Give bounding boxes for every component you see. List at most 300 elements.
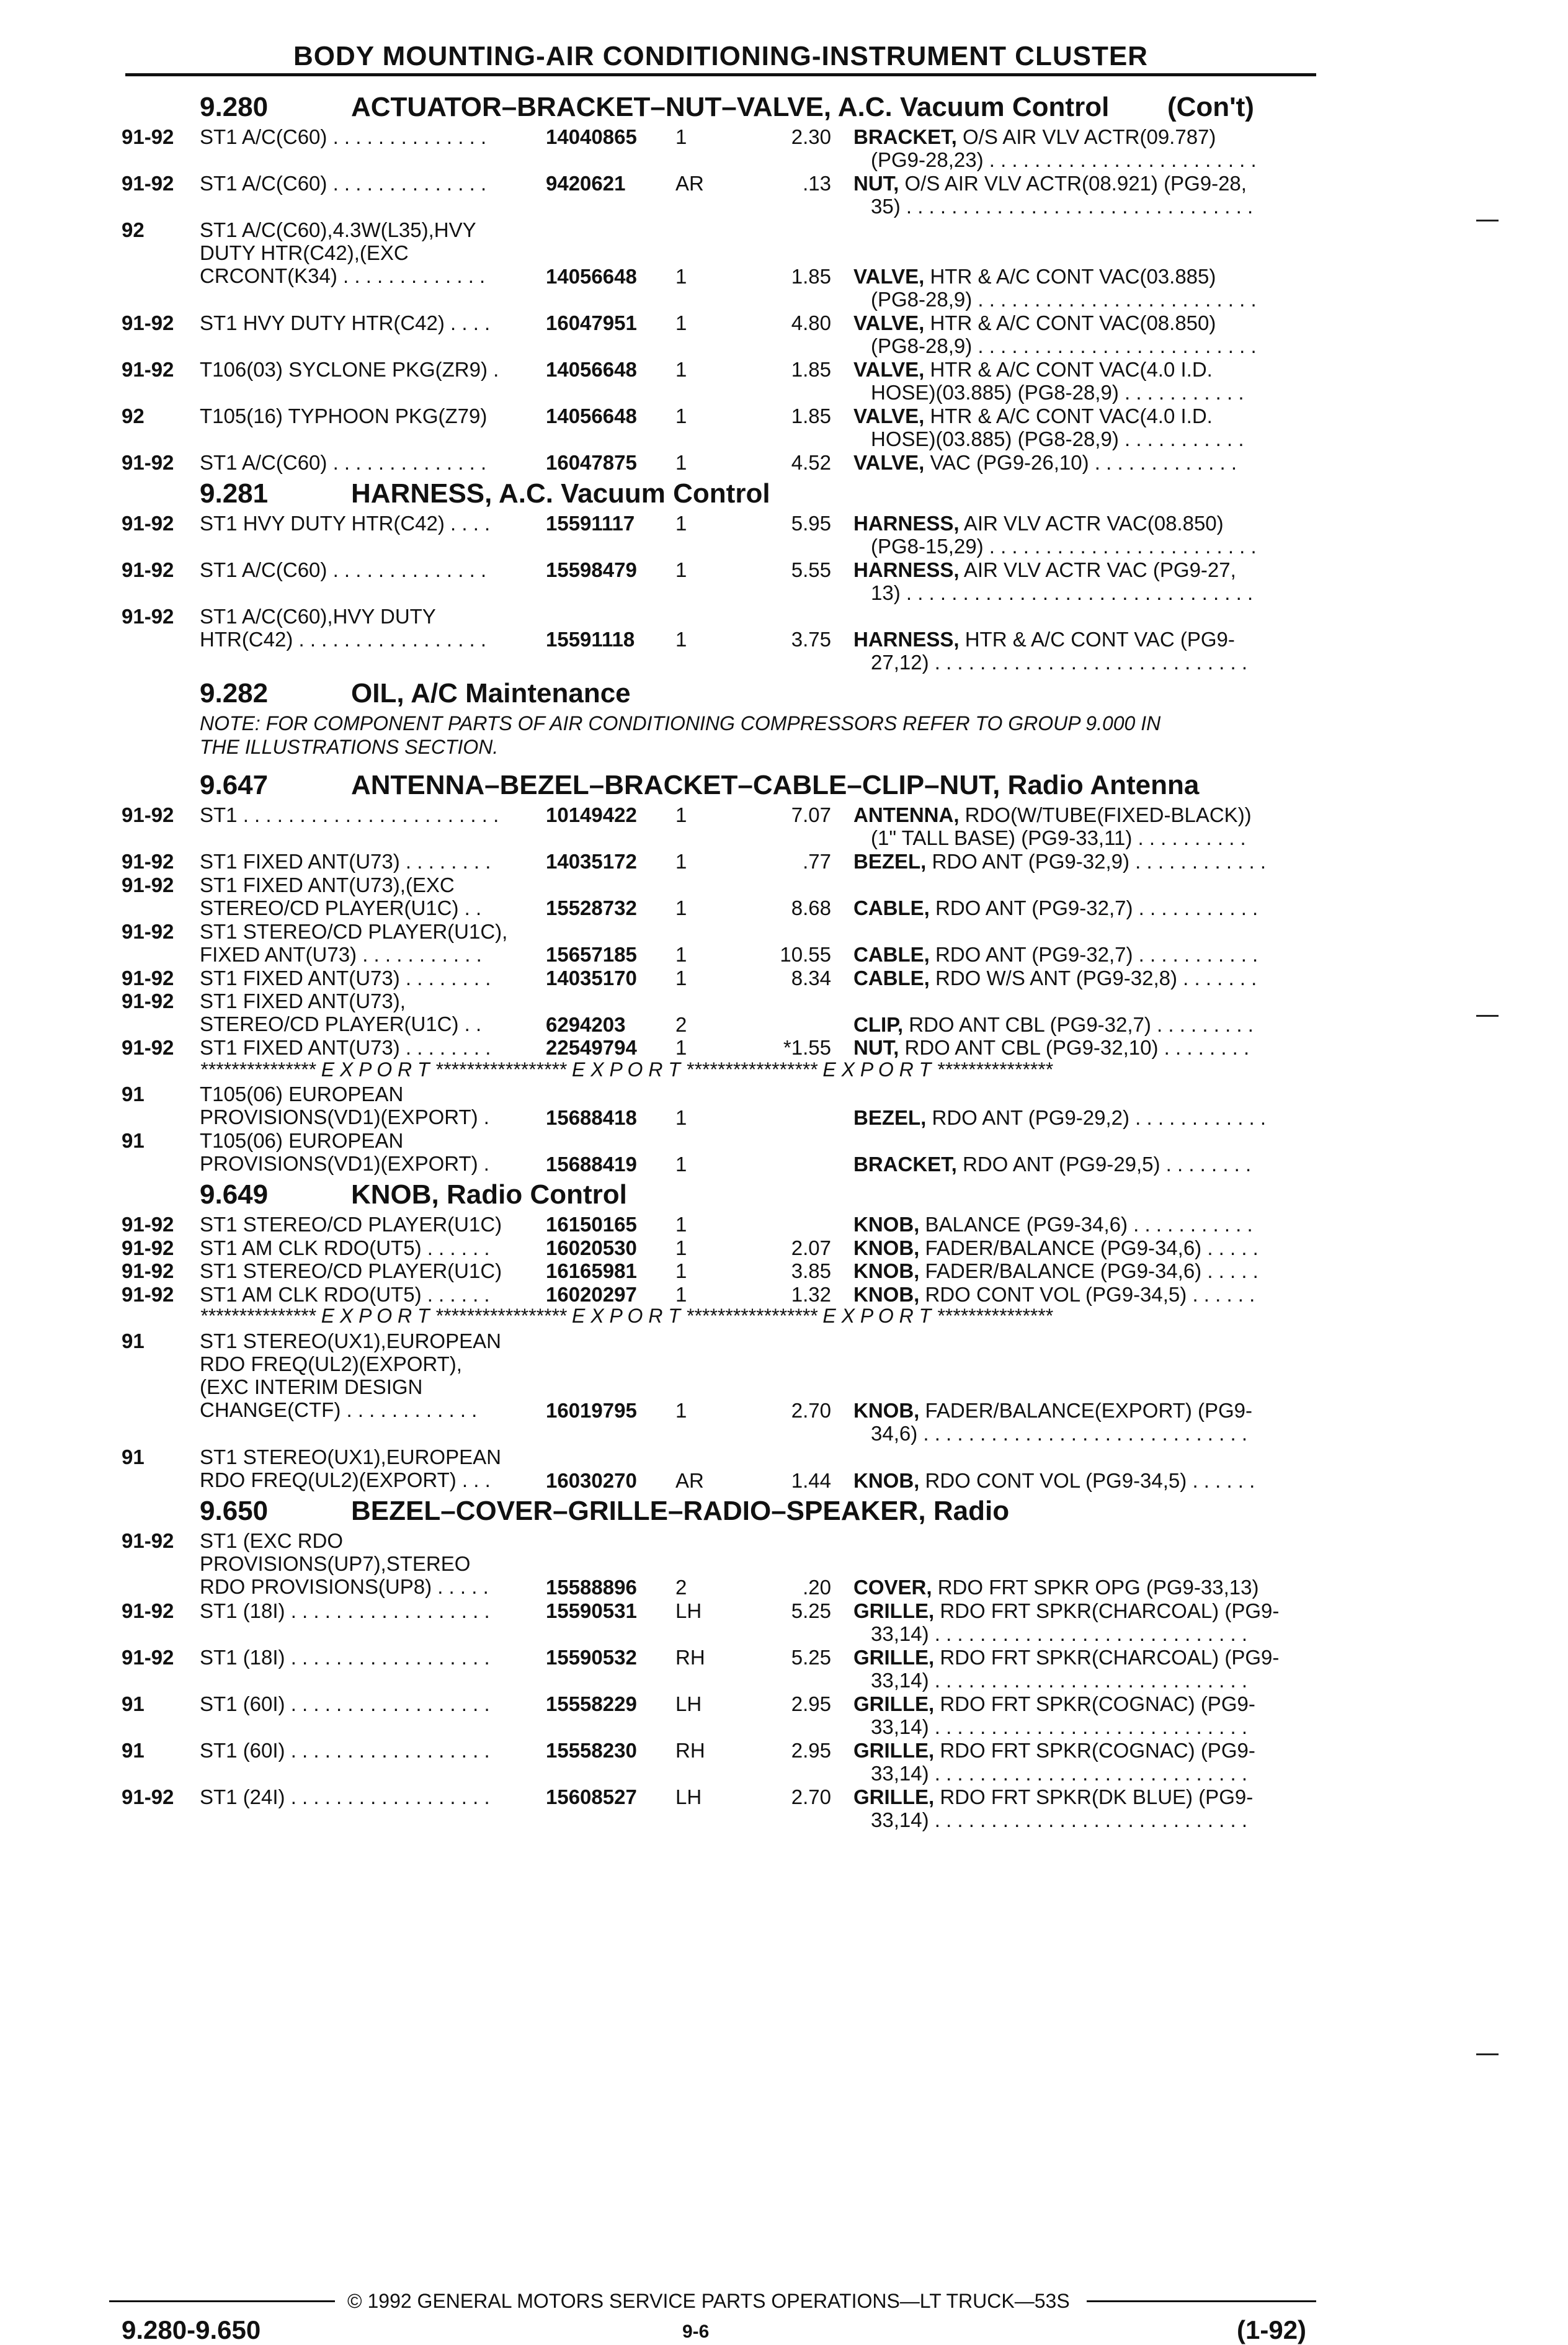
description-text: HTR & A/C CONT VAC(4.0 I.D. — [924, 404, 1213, 427]
description-line — [853, 1469, 1255, 1492]
part-number: 15598479 — [546, 558, 637, 581]
description-noun: KNOB, — [853, 1236, 920, 1259]
quantity: LH — [675, 1785, 702, 1808]
application-line: T105(06) EUROPEAN — [200, 1083, 404, 1106]
footer-group-range: 9.280-9.650 — [122, 2315, 261, 2344]
application — [200, 1083, 489, 1128]
quantity: 1 — [675, 850, 687, 873]
description-line — [853, 265, 1257, 288]
application — [200, 1529, 489, 1598]
application-line: ST1 (24I) . . . . . . . . . . . . . . . . . . — [200, 1785, 490, 1808]
page-header-title: BODY MOUNTING-AIR CONDITIONING-INSTRUMENT CLUSTER — [293, 41, 1148, 71]
part-number: 15591118 — [546, 628, 635, 651]
description-line — [853, 535, 1257, 558]
quantity: 1 — [675, 628, 687, 651]
application — [200, 172, 486, 195]
description-text: FADER/BALANCE (PG9-34,6) . . . . . — [919, 1259, 1258, 1282]
application-line: T105(16) TYPHOON PKG(Z79) — [200, 404, 488, 427]
quantity: 2 — [675, 1576, 687, 1599]
margin-mark — [1476, 220, 1499, 221]
description-noun: KNOB, — [853, 1282, 920, 1306]
application — [200, 1445, 501, 1491]
application — [200, 451, 486, 474]
part-description — [853, 1785, 1253, 1831]
description-noun: COVER, — [853, 1576, 932, 1599]
application-line: ST1 STEREO/CD PLAYER(U1C) — [200, 1259, 502, 1282]
description-line — [853, 1808, 1253, 1831]
description-line — [853, 1762, 1255, 1785]
part-number: 6294203 — [546, 1012, 626, 1036]
part-number: 15588896 — [546, 1576, 637, 1599]
application-line: RDO PROVISIONS(UP8) . . . . . — [200, 1575, 489, 1598]
quantity: 1 — [675, 558, 687, 581]
part-description — [853, 1739, 1255, 1785]
description-line — [853, 1213, 1253, 1236]
part-number: 15558230 — [546, 1738, 637, 1762]
application-line: ST1 STEREO(UX1),EUROPEAN — [200, 1445, 501, 1468]
application-line: ST1 HVY DUTY HTR(C42) . . . . — [200, 511, 491, 535]
application-line: CRCONT(K34) . . . . . . . . . . . . . — [200, 264, 486, 287]
application-line: ST1 HVY DUTY HTR(C42) . . . . — [200, 311, 491, 334]
part-number: 14035172 — [546, 850, 637, 873]
description-text: HTR & A/C CONT VAC(03.885) — [924, 265, 1216, 288]
application-line: PROVISIONS(UP7),STEREO — [200, 1552, 471, 1575]
part-number: 15590531 — [546, 1599, 637, 1622]
description-noun: HARNESS, — [853, 558, 960, 581]
description-text: RDO CONT VOL (PG9-34,5) . . . . . . — [919, 1468, 1255, 1492]
list-price: 2.30 — [791, 125, 831, 148]
model-years: 91-92 — [122, 311, 174, 334]
description-text: 34,6) . . . . . . . . . . . . . . . . . . . . . . . . . . . . . — [871, 1422, 1247, 1445]
quantity: 1 — [675, 1106, 687, 1129]
description-noun: KNOB, — [853, 1399, 920, 1422]
part-description — [853, 1599, 1279, 1645]
application — [200, 512, 490, 535]
description-text: VAC (PG9-26,10) . . . . . . . . . . . . . — [924, 451, 1237, 474]
application — [200, 967, 491, 989]
model-years: 91-92 — [122, 1645, 174, 1669]
description-text: RDO ANT (PG9-32,9) . . . . . . . . . . . . — [926, 850, 1267, 873]
description-text: 33,14) . . . . . . . . . . . . . . . . . . . . . . . . . . . . — [871, 1668, 1248, 1692]
model-years: 92 — [122, 218, 145, 241]
quantity: 1 — [675, 966, 687, 989]
description-line — [853, 512, 1257, 535]
part-description — [853, 896, 1258, 919]
application-line: ST1 (18I) . . . . . . . . . . . . . . . . . . — [200, 1599, 490, 1622]
part-number: 15591117 — [546, 511, 635, 535]
description-line — [853, 358, 1244, 381]
model-years: 91-92 — [122, 1282, 174, 1306]
quantity: 1 — [675, 943, 687, 966]
application-line: ST1 FIXED ANT(U73),(EXC — [200, 873, 455, 896]
part-description — [853, 967, 1257, 989]
section-title: KNOB, Radio Control — [351, 1179, 627, 1210]
model-years: 91-92 — [122, 919, 174, 943]
quantity: 1 — [675, 896, 687, 919]
footer-rule-right — [1087, 2300, 1316, 2302]
description-line — [853, 451, 1237, 474]
description-line — [853, 1785, 1253, 1808]
list-price: .77 — [803, 850, 831, 873]
part-description — [853, 125, 1257, 171]
application-line: ST1 A/C(C60) . . . . . . . . . . . . . . — [200, 558, 487, 581]
application — [200, 358, 499, 381]
description-line — [853, 1669, 1279, 1692]
application-line: ST1 FIXED ANT(U73) . . . . . . . . — [200, 966, 491, 989]
application — [200, 1236, 490, 1259]
description-text: RDO FRT SPKR(CHARCOAL) (PG9- — [934, 1599, 1280, 1622]
list-price: 3.85 — [791, 1259, 831, 1282]
export-divider: *************** E X P O R T ***************** E X P O R T ***************** E X P O R T *************** — [200, 1058, 1053, 1081]
description-line — [853, 581, 1253, 604]
description-noun: GRILLE, — [853, 1738, 935, 1762]
application — [200, 404, 487, 427]
application — [200, 1213, 502, 1236]
part-number: 14040865 — [546, 125, 637, 148]
description-text: O/S AIR VLV ACTR(08.921) (PG9-28, — [899, 172, 1247, 195]
margin-mark — [1476, 2053, 1499, 2055]
description-noun: VALVE, — [853, 358, 925, 381]
section-number: 9.281 — [200, 478, 269, 509]
quantity: 1 — [675, 125, 687, 148]
application-line: FIXED ANT(U73) . . . . . . . . . . . — [200, 942, 482, 966]
description-noun: BRACKET, — [853, 1152, 957, 1176]
application-line: HTR(C42) . . . . . . . . . . . . . . . . . — [200, 627, 487, 651]
part-number: 15688418 — [546, 1106, 637, 1129]
model-years: 91-92 — [122, 966, 174, 989]
part-number: 22549794 — [546, 1036, 637, 1059]
part-number: 15688419 — [546, 1152, 637, 1176]
model-years: 91-92 — [122, 1236, 174, 1259]
model-years: 91-92 — [122, 1259, 174, 1282]
section-title: HARNESS, A.C. Vacuum Control — [351, 478, 770, 509]
description-line — [853, 1013, 1254, 1036]
list-price: *1.55 — [783, 1036, 831, 1059]
quantity: RH — [675, 1645, 705, 1669]
description-line — [853, 288, 1257, 311]
description-text: AIR VLV ACTR VAC (PG9-27, — [959, 558, 1236, 581]
description-line — [853, 172, 1253, 195]
part-description — [853, 358, 1244, 404]
application — [200, 218, 485, 287]
description-noun: BRACKET, — [853, 125, 957, 148]
model-years: 91-92 — [122, 125, 174, 148]
description-text: O/S AIR VLV ACTR(09.787) — [956, 125, 1216, 148]
list-price: 1.85 — [791, 265, 831, 288]
list-price: 7.07 — [791, 803, 831, 826]
quantity: 1 — [675, 265, 687, 288]
part-description — [853, 943, 1258, 966]
part-description — [853, 1283, 1255, 1306]
description-noun: NUT, — [853, 172, 899, 195]
part-number: 16047951 — [546, 311, 637, 334]
model-years: 91-92 — [122, 604, 174, 628]
description-line — [853, 1422, 1252, 1445]
description-line — [853, 1715, 1255, 1738]
description-line — [853, 1283, 1255, 1306]
section-title: OIL, A/C Maintenance — [351, 678, 631, 708]
description-line — [853, 1399, 1252, 1422]
list-price: 1.44 — [791, 1468, 831, 1492]
application-line: ST1 A/C(C60),4.3W(L35),HVY — [200, 218, 476, 241]
application-line: ST1 A/C(C60) . . . . . . . . . . . . . . — [200, 172, 487, 195]
part-number: 14056648 — [546, 358, 637, 381]
model-years: 91-92 — [122, 451, 174, 474]
description-text: HOSE)(03.885) (PG8-28,9) . . . . . . . . . . . — [871, 381, 1244, 404]
model-years: 91-92 — [122, 803, 174, 826]
list-price: 5.55 — [791, 558, 831, 581]
description-line — [853, 148, 1257, 171]
description-text: 33,14) . . . . . . . . . . . . . . . . . . . . . . . . . . . . — [871, 1761, 1248, 1785]
description-noun: BEZEL, — [853, 1106, 927, 1129]
part-number: 16030270 — [546, 1468, 637, 1492]
description-text: 33,14) . . . . . . . . . . . . . . . . . . . . . . . . . . . . — [871, 1715, 1248, 1738]
application-line: PROVISIONS(VD1)(EXPORT) . — [200, 1106, 489, 1128]
application-line: ST1 FIXED ANT(U73) . . . . . . . . — [200, 1036, 491, 1059]
model-years: 91-92 — [122, 989, 174, 1012]
description-noun: HARNESS, — [853, 628, 960, 651]
description-noun: GRILLE, — [853, 1599, 935, 1622]
part-description — [853, 1646, 1279, 1692]
quantity: 1 — [675, 1213, 687, 1236]
description-noun: GRILLE, — [853, 1692, 935, 1715]
application-line: ST1 AM CLK RDO(UT5) . . . . . . — [200, 1282, 490, 1306]
list-price: .13 — [803, 172, 831, 195]
description-text: FADER/BALANCE (PG9-34,6) . . . . . — [919, 1236, 1258, 1259]
part-number: 14056648 — [546, 404, 637, 427]
application — [200, 1329, 501, 1421]
application — [200, 850, 491, 873]
application — [200, 311, 490, 334]
part-number: 10149422 — [546, 803, 637, 826]
description-noun: CLIP, — [853, 1012, 904, 1036]
description-text: 33,14) . . . . . . . . . . . . . . . . . . . . . . . . . . . . — [871, 1622, 1248, 1645]
section-note — [200, 712, 1316, 759]
model-years: 91-92 — [122, 1599, 174, 1622]
section-number: 9.282 — [200, 678, 269, 708]
description-text: BALANCE (PG9-34,6) . . . . . . . . . . . — [919, 1213, 1253, 1236]
description-line — [853, 803, 1252, 826]
margin-mark — [1476, 1015, 1499, 1017]
model-years: 91 — [122, 1083, 145, 1106]
quantity: 1 — [675, 803, 687, 826]
description-text: (PG8-28,9) . . . . . . . . . . . . . . . . . . . . . . . . . — [871, 288, 1257, 311]
footer-page-number: 9-6 — [682, 2321, 710, 2342]
application — [200, 1129, 489, 1175]
part-number: 15657185 — [546, 943, 637, 966]
description-noun: VALVE, — [853, 451, 925, 474]
description-text: RDO ANT (PG9-32,7) . . . . . . . . . . . — [929, 943, 1258, 966]
part-description — [853, 172, 1253, 218]
application — [200, 1785, 490, 1808]
description-line — [853, 1259, 1258, 1282]
application-line: ST1 A/C(C60) . . . . . . . . . . . . . . — [200, 125, 487, 148]
description-text: RDO FRT SPKR(CHARCOAL) (PG9- — [934, 1645, 1280, 1669]
model-years: 91 — [122, 1738, 145, 1762]
application — [200, 125, 486, 148]
note-line: NOTE: FOR COMPONENT PARTS OF AIR CONDITIONING COMPRESSORS REFER TO GROUP 9.000 IN — [200, 712, 1161, 735]
application-line: ST1 FIXED ANT(U73), — [200, 989, 406, 1012]
quantity: LH — [675, 1599, 702, 1622]
quantity: 1 — [675, 451, 687, 474]
list-price: 2.70 — [791, 1785, 831, 1808]
description-line — [853, 943, 1258, 966]
description-text: RDO(W/TUBE(FIXED-BLACK)) — [959, 803, 1252, 826]
description-noun: ANTENNA, — [853, 803, 960, 826]
list-price: 1.85 — [791, 404, 831, 427]
model-years: 91-92 — [122, 873, 174, 896]
description-line — [853, 1646, 1279, 1669]
part-description — [853, 558, 1253, 604]
part-number: 14056648 — [546, 265, 637, 288]
description-text: RDO ANT CBL (PG9-32,10) . . . . . . . . — [899, 1036, 1250, 1059]
model-years: 91 — [122, 1329, 145, 1352]
description-line — [853, 311, 1257, 334]
description-text: RDO FRT SPKR(COGNAC) (PG9- — [934, 1738, 1255, 1762]
description-text: FADER/BALANCE(EXPORT) (PG9- — [919, 1399, 1253, 1422]
quantity: 1 — [675, 1282, 687, 1306]
description-line — [853, 195, 1253, 218]
model-years: 91-92 — [122, 1529, 174, 1552]
part-description — [853, 451, 1237, 474]
footer-revision-date: (1-92) — [1237, 2315, 1307, 2344]
application — [200, 605, 486, 651]
section-number: 9.650 — [200, 1496, 269, 1526]
description-noun: VALVE, — [853, 311, 925, 334]
application — [200, 1599, 490, 1622]
description-text: HOSE)(03.885) (PG8-28,9) . . . . . . . . . . . — [871, 427, 1244, 450]
part-description — [853, 1106, 1266, 1129]
description-line — [853, 1576, 1258, 1599]
footer-copyright: © 1992 GENERAL MOTORS SERVICE PARTS OPERATIONS—LT TRUCK—53S — [347, 2290, 1070, 2312]
part-description — [853, 1399, 1252, 1445]
part-description — [853, 1576, 1258, 1599]
description-line — [853, 967, 1257, 989]
list-price: 4.52 — [791, 451, 831, 474]
part-number: 9420621 — [546, 172, 626, 195]
application — [200, 558, 486, 581]
application — [200, 1036, 491, 1059]
model-years: 91-92 — [122, 172, 174, 195]
part-description — [853, 1469, 1255, 1492]
application-line: CHANGE(CTF) . . . . . . . . . . . . — [200, 1398, 478, 1421]
application-line: ST1 (60I) . . . . . . . . . . . . . . . . . . — [200, 1692, 490, 1715]
description-noun: CABLE, — [853, 966, 930, 989]
application-line: (EXC INTERIM DESIGN — [200, 1375, 423, 1398]
description-noun: HARNESS, — [853, 511, 960, 535]
part-description — [853, 265, 1257, 311]
section-title: ANTENNA–BEZEL–BRACKET–CABLE–CLIP–NUT, Radio Antenna — [351, 770, 1200, 800]
application — [200, 1739, 490, 1762]
application-line: ST1 STEREO/CD PLAYER(U1C) — [200, 1213, 502, 1236]
header-rule — [125, 73, 1316, 76]
list-price: 8.68 — [791, 896, 831, 919]
part-description — [853, 628, 1247, 674]
part-description — [853, 803, 1252, 849]
list-price: 4.80 — [791, 311, 831, 334]
application-line: ST1 A/C(C60),HVY DUTY — [200, 604, 436, 628]
application-line: T106(03) SYCLONE PKG(ZR9) . — [200, 358, 499, 381]
description-text: (1" TALL BASE) (PG9-33,11) . . . . . . . . . . — [871, 826, 1246, 849]
description-text: RDO FRT SPKR OPG (PG9-33,13) — [932, 1576, 1259, 1599]
description-text: RDO ANT (PG9-29,5) . . . . . . . . — [956, 1152, 1252, 1176]
description-text: RDO FRT SPKR(DK BLUE) (PG9- — [934, 1785, 1254, 1808]
description-text: RDO ANT CBL (PG9-32,7) . . . . . . . . . — [903, 1012, 1254, 1036]
description-noun: GRILLE, — [853, 1645, 935, 1669]
list-price: 2.70 — [791, 1399, 831, 1422]
description-text: 13) . . . . . . . . . . . . . . . . . . . . . . . . . . . . . . . — [871, 581, 1254, 604]
quantity: 1 — [675, 1259, 687, 1282]
part-number: 15528732 — [546, 896, 637, 919]
application-line: ST1 STEREO/CD PLAYER(U1C), — [200, 919, 508, 943]
part-number: 16047875 — [546, 451, 637, 474]
description-text: RDO ANT (PG9-29,2) . . . . . . . . . . . . — [926, 1106, 1267, 1129]
description-text: RDO FRT SPKR(COGNAC) (PG9- — [934, 1692, 1255, 1715]
description-line — [853, 381, 1244, 404]
description-text: RDO CONT VOL (PG9-34,5) . . . . . . — [919, 1282, 1255, 1306]
application-line: PROVISIONS(VD1)(EXPORT) . — [200, 1152, 489, 1175]
part-description — [853, 1213, 1253, 1236]
model-years: 91-92 — [122, 1036, 174, 1059]
description-line — [853, 850, 1266, 873]
quantity: 1 — [675, 404, 687, 427]
list-price: 5.25 — [791, 1645, 831, 1669]
description-line — [853, 427, 1244, 450]
quantity: 1 — [675, 311, 687, 334]
description-line — [853, 1153, 1251, 1176]
description-text: 33,14) . . . . . . . . . . . . . . . . . . . . . . . . . . . . — [871, 1808, 1248, 1831]
model-years: 91 — [122, 1129, 145, 1152]
description-noun: KNOB, — [853, 1213, 920, 1236]
description-line — [853, 896, 1258, 919]
description-text: (PG9-28,23) . . . . . . . . . . . . . . . . . . . . . . . . — [871, 148, 1257, 171]
model-years: 91 — [122, 1445, 145, 1468]
description-line — [853, 1692, 1255, 1715]
description-noun: BEZEL, — [853, 850, 927, 873]
application-line: STEREO/CD PLAYER(U1C) . . — [200, 1012, 482, 1035]
part-description — [853, 1692, 1255, 1738]
application — [200, 1283, 490, 1306]
description-line — [853, 1036, 1249, 1059]
application-line: RDO FREQ(UL2)(EXPORT), — [200, 1352, 462, 1375]
list-price: 3.75 — [791, 628, 831, 651]
application-line: RDO FREQ(UL2)(EXPORT) . . . — [200, 1468, 491, 1491]
application — [200, 1692, 490, 1715]
section-number: 9.647 — [200, 770, 269, 800]
section-number: 9.280 — [200, 92, 269, 122]
description-line — [853, 125, 1257, 148]
section-title: BEZEL–COVER–GRILLE–RADIO–SPEAKER, Radio — [351, 1496, 1010, 1526]
list-price: 2.95 — [791, 1692, 831, 1715]
description-text: AIR VLV ACTR VAC(08.850) — [959, 511, 1224, 535]
application-line: ST1 (EXC RDO — [200, 1529, 344, 1552]
note-line: THE ILLUSTRATIONS SECTION. — [200, 736, 499, 758]
part-number: 15558229 — [546, 1692, 637, 1715]
quantity: 1 — [675, 1036, 687, 1059]
application-line: STEREO/CD PLAYER(U1C) . . — [200, 896, 482, 919]
application — [200, 803, 499, 826]
part-number: 16150165 — [546, 1213, 637, 1236]
description-text: HTR & A/C CONT VAC(08.850) — [924, 311, 1216, 334]
application-line: ST1 (18I) . . . . . . . . . . . . . . . . . . — [200, 1645, 490, 1669]
application-line: ST1 AM CLK RDO(UT5) . . . . . . — [200, 1236, 490, 1259]
model-years: 91-92 — [122, 1213, 174, 1236]
part-number: 14035170 — [546, 966, 637, 989]
model-years: 91-92 — [122, 558, 174, 581]
application-line: ST1 FIXED ANT(U73) . . . . . . . . — [200, 850, 491, 873]
model-years: 92 — [122, 404, 145, 427]
description-text: RDO ANT (PG9-32,7) . . . . . . . . . . . — [929, 896, 1258, 919]
